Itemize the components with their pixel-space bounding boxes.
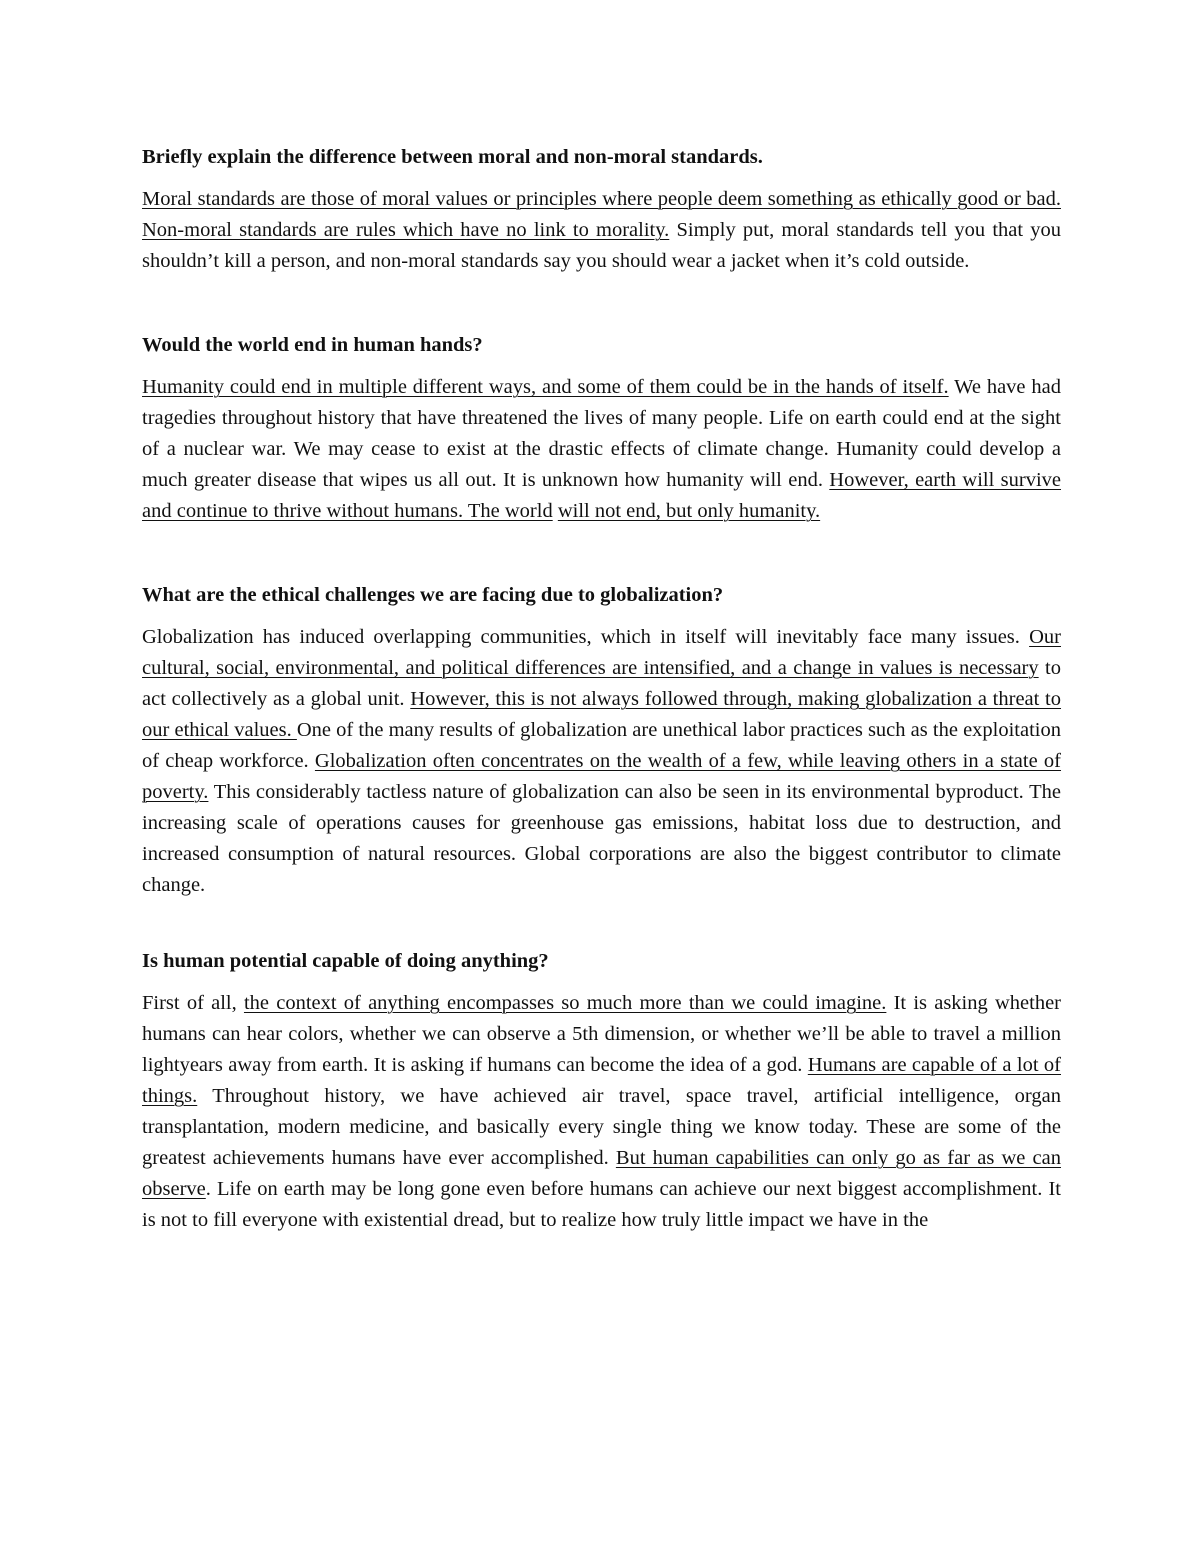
section-world-end [142,330,1061,527]
answer-segment: Throughout history, we have achieved air travel, space travel, artificial intelligence, organ transplantation, modern medicine, and basically every single thing we know today. These are some of the greatest achievements humans have ever accomplished. [142,1085,1061,1169]
answer-segment: It is asking whether humans can hear colors, whether we can observe a 5th dimension, or whether we’ll be able to travel a million lightyears away from earth. It is asking if humans can become the idea of a god. [142,992,1061,1076]
answer-underlined-segment: Globalization often concentrates on the wealth of a few, while leaving others in a state of poverty. [142,750,1062,803]
answer-segment: First of all, [142,992,244,1014]
answer-segment: . Life on earth may be long gone even before humans can achieve our next biggest accomplishment. It is not to fill everyone with existential dread, but to realize how truly little impact we have in the [142,1178,1061,1231]
answer-paragraph [142,622,1061,901]
answer-segment: Globalization has induced overlapping communities, which in itself will inevitably face many issues. [142,626,1030,648]
question-heading: Is human potential capable of doing anything? [142,950,549,972]
answer-underlined-segment: the context of anything encompasses so much more than we could imagine. [243,992,887,1014]
answer-underlined-segment: However, earth will survive and continue to thrive without humans. The world [142,469,1061,522]
answer-underlined-segment: But human capabilities can only go as far as we can observe [142,1147,1061,1200]
answer-segment: to act collectively as a global unit. [142,657,1061,710]
answer-segment: One of the many results of globalization are unethical labor practices such as the exploitation of cheap workforce. [142,719,1061,772]
answer-underlined-segment: However, this is not always followed through, making globalization a threat to our ethical values. [142,688,1062,741]
answer-segment: We have had tragedies throughout history that have threatened the lives of many people. Life on earth could end at the sight of a nuclear war. We may cease to exist at the drastic effects of climate change. Humanity could develop a much greater disease that wipes us all out. It is unknown how humanity will end. [142,376,1062,491]
answer-paragraph [142,988,1061,1236]
answer-paragraph [142,372,1061,527]
question-heading: What are the ethical challenges we are facing due to globalization? [142,584,724,606]
section-globalization [142,580,1061,901]
answer-underlined-segment: Moral standards are those of moral values or principles where people deem something as ethically good or bad. Non-moral standards are rules which have no link to morality. [142,188,1061,241]
answer-paragraph [142,184,1061,277]
document-page [142,142,1061,1236]
question-heading: Briefly explain the difference between moral and non-moral standards. [142,146,763,168]
section-moral-standards [142,142,1061,277]
answer-segment: Simply put, moral standards tell you that you shouldn’t kill a person, and non-moral standards say you should wear a jacket when it’s cold outside. [142,219,1061,272]
answer-underlined-segment: will not end, but only humanity. [557,500,821,522]
answer-segment: This considerably tactless nature of globalization can also be seen in its environmental byproduct. The increasing scale of operations causes for greenhouse gas emissions, habitat loss due to destruction, and increased consumption of natural resources. Global corporations are also the biggest contributor to climate change. [142,781,1061,896]
question-heading: Would the world end in human hands? [142,334,483,356]
section-human-potential [142,946,1061,1236]
answer-underlined-segment: Humans are capable of a lot of things. [142,1054,1061,1107]
answer-underlined-segment: Our cultural, social, environmental, and political differences are intensified, and a change in values is necessary [142,626,1061,679]
answer-underlined-segment: Humanity could end in multiple different ways, and some of them could be in the hands of itself. [142,376,949,398]
